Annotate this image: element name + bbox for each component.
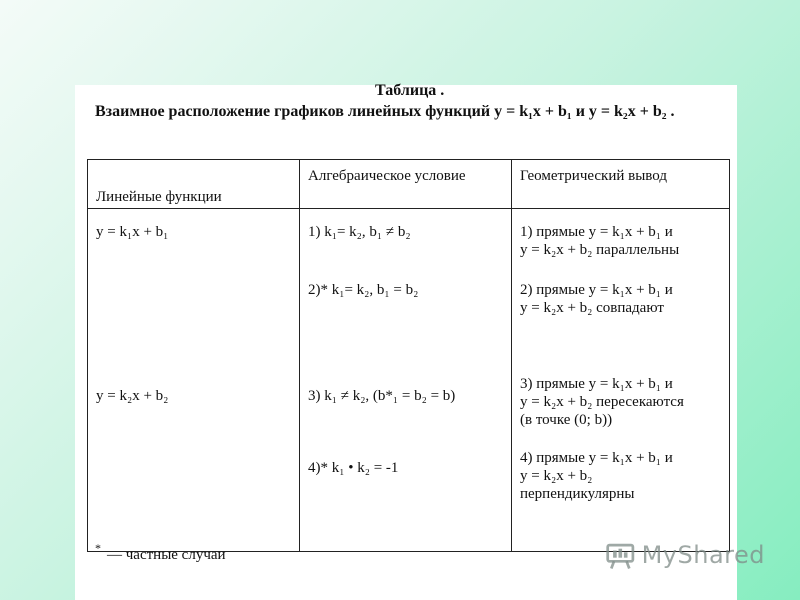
conclusion-3 — [520, 375, 725, 429]
conclusion-line: 4) прямые y = k₁x + b₁ и — [520, 450, 673, 466]
conclusion-line: y = k₂x + b₂ совпадают — [520, 300, 664, 316]
condition-4: 4)* k₁ • k₂ = -1 — [308, 460, 399, 476]
footnote-star: * — [95, 541, 101, 555]
header-cell: Линейные функции — [88, 160, 300, 209]
conclusion-4 — [520, 449, 725, 503]
footnote-text: — частные случаи — [107, 547, 226, 563]
document-sheet — [75, 82, 737, 600]
conclusion-line: 1) прямые y = k₁x + b₁ и — [520, 224, 673, 240]
conclusion-line: перпендикулярны — [520, 486, 635, 502]
condition-3: 3) k₁ ≠ k₂, (b*₁ = b₂ = b) — [308, 388, 456, 404]
conclusion-line: 2) прямые y = k₁x + b₁ и — [520, 282, 673, 298]
conclusion-line: (в точке (0; b)) — [520, 412, 613, 428]
conclusion-line: 3) прямые y = k₁x + b₁ и — [520, 376, 673, 392]
conclusion-line: y = k₂x + b₂ параллельны — [520, 242, 680, 258]
function-2: y = k₂x + b₂ — [96, 388, 169, 404]
table-caption: Таблица . — [375, 82, 445, 99]
functions-cell — [88, 209, 300, 552]
conclusion-line: y = k₂x + b₂ — [520, 468, 593, 484]
presentation-board-icon — [605, 538, 636, 572]
conclusion-1 — [520, 223, 725, 259]
condition-2: 2)* k₁= k₂, b₁ = b₂ — [308, 282, 419, 298]
table-body-row — [88, 209, 730, 552]
condition-1: 1) k₁= k₂, b₁ ≠ b₂ — [308, 224, 411, 240]
table-subtitle: Взаимное расположение графиков линейных функций y = k₁x + b₁ и y = k₂x + b₂ . — [95, 103, 675, 120]
watermark-logo — [605, 535, 765, 575]
table-header-row — [88, 160, 730, 209]
watermark-text: MyShared — [641, 541, 765, 569]
conditions-cell — [300, 209, 512, 552]
header-cell: Алгебраическое условие — [300, 160, 512, 209]
conclusions-cell — [512, 209, 730, 552]
conclusion-2 — [520, 281, 725, 317]
function-1: y = k₁x + b₁ — [96, 224, 169, 240]
conclusion-line: y = k₂x + b₂ пересекаются — [520, 394, 684, 410]
footnote — [95, 541, 226, 564]
comparison-table — [87, 159, 730, 552]
header-cell: Геометрический вывод — [512, 160, 730, 209]
